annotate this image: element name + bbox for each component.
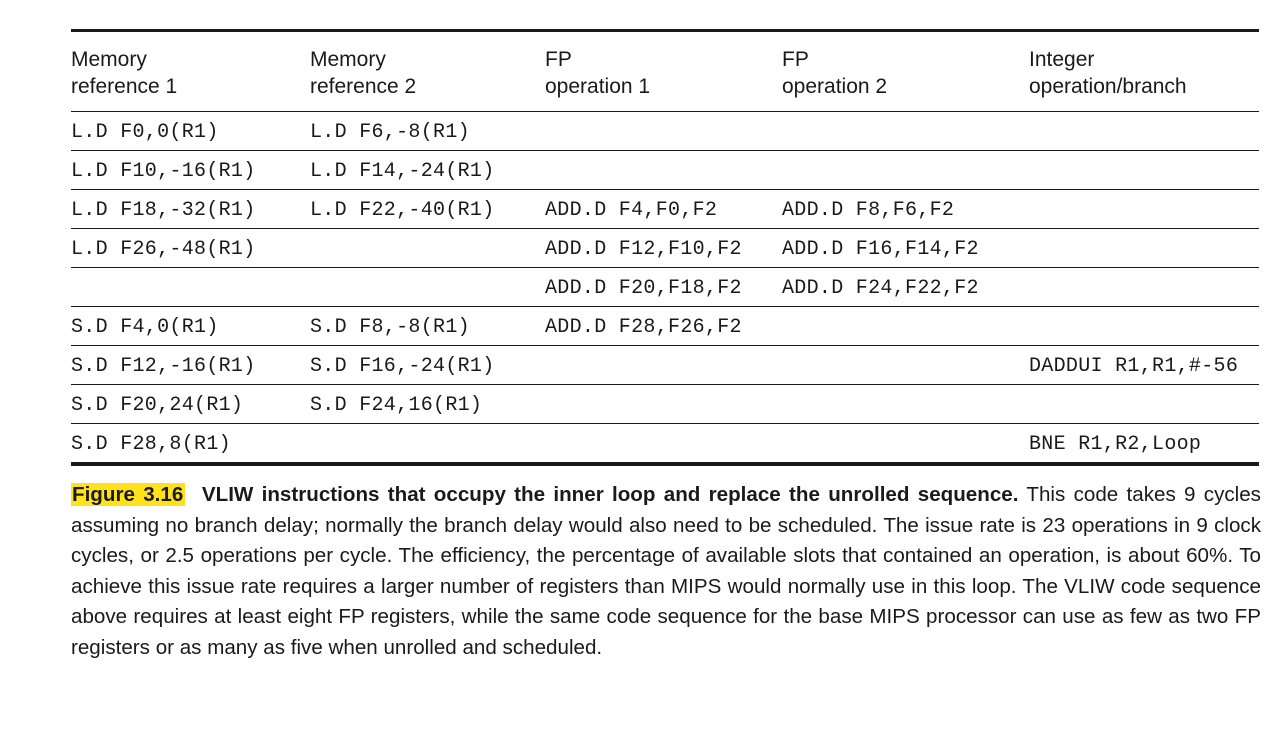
table-cell (545, 403, 782, 405)
table-row (71, 151, 1259, 190)
table-cell (1029, 286, 1259, 288)
table-cell: S.D F24,16(R1) (310, 393, 483, 417)
table-cell (71, 286, 310, 288)
table-cell (782, 364, 1029, 366)
table-row (71, 307, 1259, 346)
table-cell (1029, 208, 1259, 210)
table-cell (1029, 403, 1259, 405)
table-cell (545, 169, 782, 171)
table-cell (782, 325, 1029, 327)
table-row (71, 112, 1259, 151)
table-bottom-rule (71, 462, 1259, 466)
table-cell (310, 286, 545, 288)
table-cell: S.D F20,24(R1) (71, 393, 244, 417)
figure-title: VLIW instructions that occupy the inner loop and replace the unrolled sequence. (201, 483, 1019, 506)
figure-caption (71, 480, 1261, 663)
table-row (71, 229, 1259, 268)
table-cell: L.D F0,0(R1) (71, 120, 219, 144)
table-cell: L.D F10,-16(R1) (71, 159, 256, 183)
table-cell: ADD.D F4,F0,F2 (545, 198, 718, 222)
table-cell (1029, 130, 1259, 132)
table-cell: ADD.D F8,F6,F2 (782, 198, 955, 222)
table-cell: L.D F14,-24(R1) (310, 159, 495, 183)
header-memory-reference-2: Memory reference 2 (310, 48, 417, 98)
table-cell: S.D F12,-16(R1) (71, 354, 256, 378)
table-cell: L.D F22,-40(R1) (310, 198, 495, 222)
table-cell: S.D F16,-24(R1) (310, 354, 495, 378)
table-cell: BNE R1,R2,Loop (1029, 432, 1202, 456)
figure-label: Figure 3.16 (72, 483, 184, 506)
table-cell (545, 364, 782, 366)
header-fp-operation-2: FP operation 2 (782, 48, 888, 98)
table-cell (310, 442, 545, 444)
table-cell (545, 442, 782, 444)
table-cell (1029, 247, 1259, 249)
table-cell: L.D F18,-32(R1) (71, 198, 256, 222)
header-integer-operation-branch: Integer operation/branch (1029, 48, 1187, 98)
table-cell: DADDUI R1,R1,#-56 (1029, 354, 1239, 378)
table-cell: L.D F26,-48(R1) (71, 237, 256, 261)
table-cell (782, 130, 1029, 132)
table-cell: S.D F4,0(R1) (71, 315, 219, 339)
table-cell: ADD.D F24,F22,F2 (782, 276, 979, 300)
table-cell: ADD.D F20,F18,F2 (545, 276, 742, 300)
table-cell (1029, 169, 1259, 171)
table-cell: S.D F28,8(R1) (71, 432, 231, 456)
table-row (71, 268, 1259, 307)
table-cell (782, 403, 1029, 405)
table-row (71, 346, 1259, 385)
table-cell (310, 247, 545, 249)
caption-body: This code takes 9 cycles assuming no branch delay; normally the branch delay would also need to be scheduled. The issue rate is 23 operations in 9 clock cycles, or 2.5 operations per cycle. The efficiency, the percentage of available slots that contained an operation, is about 60%. To achieve this issue rate requires a larger number of registers than MIPS would normally use in this loop. The VLIW code sequence above requires at least eight FP registers, while the same code sequence for the base MIPS processor can use as few as two FP registers or as many as five when unrolled and scheduled. (71, 483, 1261, 659)
table-row (71, 190, 1259, 229)
table-cell (1029, 325, 1259, 327)
table-cell (545, 130, 782, 132)
table-cell (782, 169, 1029, 171)
table-cell: L.D F6,-8(R1) (310, 120, 470, 144)
table-header-row (71, 32, 1259, 112)
table-cell: S.D F8,-8(R1) (310, 315, 470, 339)
header-memory-reference-1: Memory reference 1 (71, 48, 178, 98)
vliw-table (71, 29, 1259, 466)
header-fp-operation-1: FP operation 1 (545, 48, 651, 98)
table-cell: ADD.D F16,F14,F2 (782, 237, 979, 261)
table-cell: ADD.D F28,F26,F2 (545, 315, 742, 339)
table-row (71, 385, 1259, 424)
table-cell: ADD.D F12,F10,F2 (545, 237, 742, 261)
table-row (71, 424, 1259, 462)
table-cell (782, 442, 1029, 444)
